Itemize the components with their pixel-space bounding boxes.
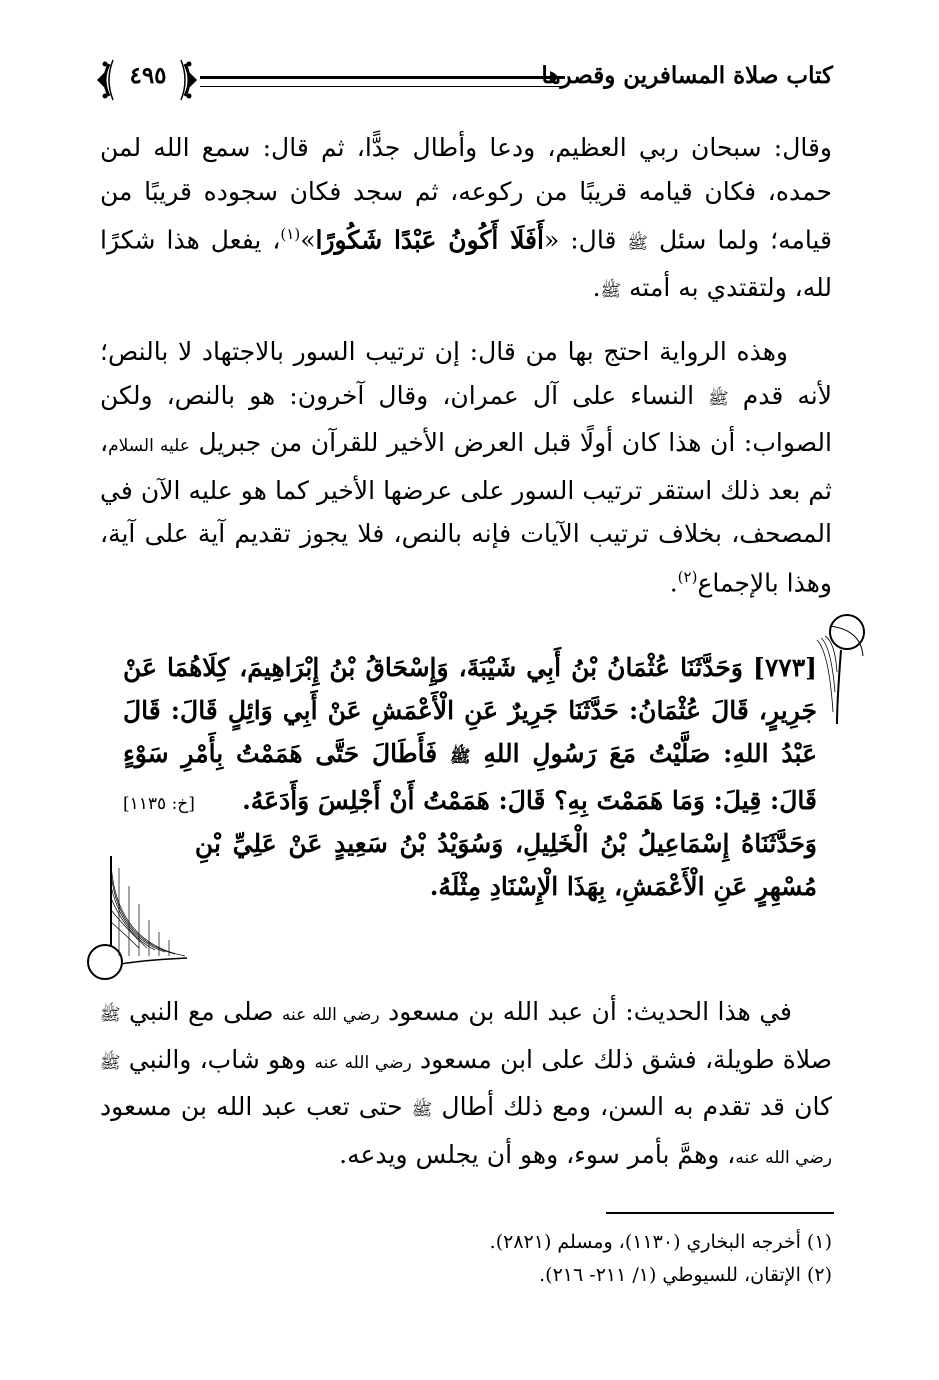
honorific-glyph: عليه السلام <box>108 436 190 456</box>
paragraph-1-text: » <box>300 225 316 255</box>
hadith-block <box>123 646 817 908</box>
paragraph-2-text: . <box>669 567 678 597</box>
paragraph-2-text: وهذه الرواية احتج بها من قال: إن ترتيب السور بالاجتهاد لا بالنص؛ لأنه قدم <box>100 337 832 410</box>
footnote-mark-2[interactable]: (٢) <box>677 567 698 586</box>
running-header <box>95 52 833 104</box>
paragraph-1-text: ، يفعل هذا شكرًا لله، ولتقتدي به أمته <box>100 225 832 302</box>
paragraph-1 <box>100 126 832 313</box>
honorific-glyph: رضي الله عنه <box>735 1147 832 1168</box>
page-number: ٤٩٥ <box>129 62 167 89</box>
honorific-glyph: رضي الله عنه <box>281 1005 380 1025</box>
paragraph-2 <box>100 330 832 604</box>
honorific-glyph: ﷺ <box>627 233 648 254</box>
hadith-quote: أَفَلَا أَكُونُ عَبْدًا شَكُورًا <box>315 225 544 255</box>
hadith-text: وَحَدَّثَنَاهُ إِسْمَاعِيلُ بْنُ الْخَلِيلِ، وَسُوَيْدُ بْنُ سَعِيدٍ عَنْ عَلِيِّ بْنِ مُسْهِرٍ عَنِ الْأَعْمَشِ، بِهَذَا الْإِسْنَادِ مِثْلَهُ. <box>194 829 817 901</box>
hadith-text: فَأَطَالَ حَتَّى هَمَمْتُ بِأَمْرِ سَوْءٍ قَالَ: قِيلَ: وَمَا هَمَمْتَ بِهِ؟ قَالَ: هَمَمْتُ أَنْ أَجْلِسَ وَأَدَعَهُ. <box>123 739 817 815</box>
paragraph-3-text: صلاة طويلة، فشق ذلك على ابن مسعود <box>411 1044 832 1074</box>
bukhari-reference: [خ: ١١٣٥] <box>123 794 195 814</box>
header-rule <box>200 76 565 87</box>
paragraph-3-text: كان قد تقدم به السن، ومع ذلك أطال <box>432 1092 832 1121</box>
paragraph-3-text: وهو شاب، والنبي <box>120 1044 315 1074</box>
honorific-glyph: ﷺ <box>100 1005 121 1025</box>
paragraph-3-text: ، وهمَّ بأمر سوء، وهو أن يجلس ويدعه. <box>339 1139 736 1169</box>
footnote-mark-1[interactable]: (١) <box>280 225 301 243</box>
footnote-2: (٢) الإتقان، للسيوطي (١/ ٢١١- ٢١٦). <box>539 1264 832 1286</box>
footnote-1: (١) أخرجه البخاري (١١٣٠)، ومسلم (٢٨٢١). <box>489 1231 832 1253</box>
footnote-separator <box>606 1212 834 1214</box>
chapter-title: كتاب صلاة المسافرين وقصرها <box>541 62 833 89</box>
paragraph-3-text: صلى مع النبي <box>120 997 282 1026</box>
footnotes <box>100 1226 832 1292</box>
paragraph-3-text: حتى تعب عبد الله بن مسعود <box>100 1092 412 1121</box>
paragraph-1-text: . <box>592 272 601 302</box>
paragraph-1-text: وقال: سبحان ربي العظيم، ودعا وأطال جدًّا، ثم قال: سمع الله لمن حمده، فكان قيامه قريبًا من ركوعه، ثم سجد فكان سجوده قريبًا من قيامه؛ ولما سئل <box>100 133 832 255</box>
hadith-text: [٧٧٣] وَحَدَّثَنَا عُثْمَانُ بْنُ أَبِي شَيْبَةَ، وَإِسْحَاقُ بْنُ إِبْرَاهِيمَ، كِلَاهُمَا عَنْ جَرِيرٍ، قَالَ عُثْمَانُ: حَدَّثَنَا جَرِيرٌ عَنِ الْأَعْمَشِ عَنْ أَبِي وَائِلٍ قَالَ: قَالَ عَبْدُ اللهِ: صَلَّيْتُ مَعَ رَسُولِ اللهِ <box>123 653 817 768</box>
paragraph-1-text: قال: « <box>543 225 628 255</box>
honorific-glyph: ﷺ <box>600 280 622 301</box>
paragraph-2-text: ، ثم بعد ذلك استقر ترتيب السور على عرضها الأخير كما هو عليه الآن في المصحف، بخلاف ترتيب الآيات فإنه بالنص، فلا يجوز تقديم آية على آية، وهذا بالإجماع <box>100 428 832 597</box>
honorific-glyph: ﷺ <box>708 388 729 409</box>
honorific-glyph: رضي الله عنه <box>314 1052 412 1073</box>
honorific-glyph: ﷺ <box>450 747 471 767</box>
paragraph-2-text: النساء على آل عمران، وقال آخرون: هو بالنص، ولكن الصواب: أن هذا كان أولًا قبل العرض الأخير للقرآن من جبريل <box>100 380 832 457</box>
paragraph-3 <box>100 990 832 1180</box>
honorific-glyph: ﷺ <box>100 1052 121 1073</box>
paragraph-3-text: في هذا الحديث: أن عبد الله بن مسعود <box>379 997 792 1026</box>
honorific-glyph: ﷺ <box>411 1100 433 1120</box>
